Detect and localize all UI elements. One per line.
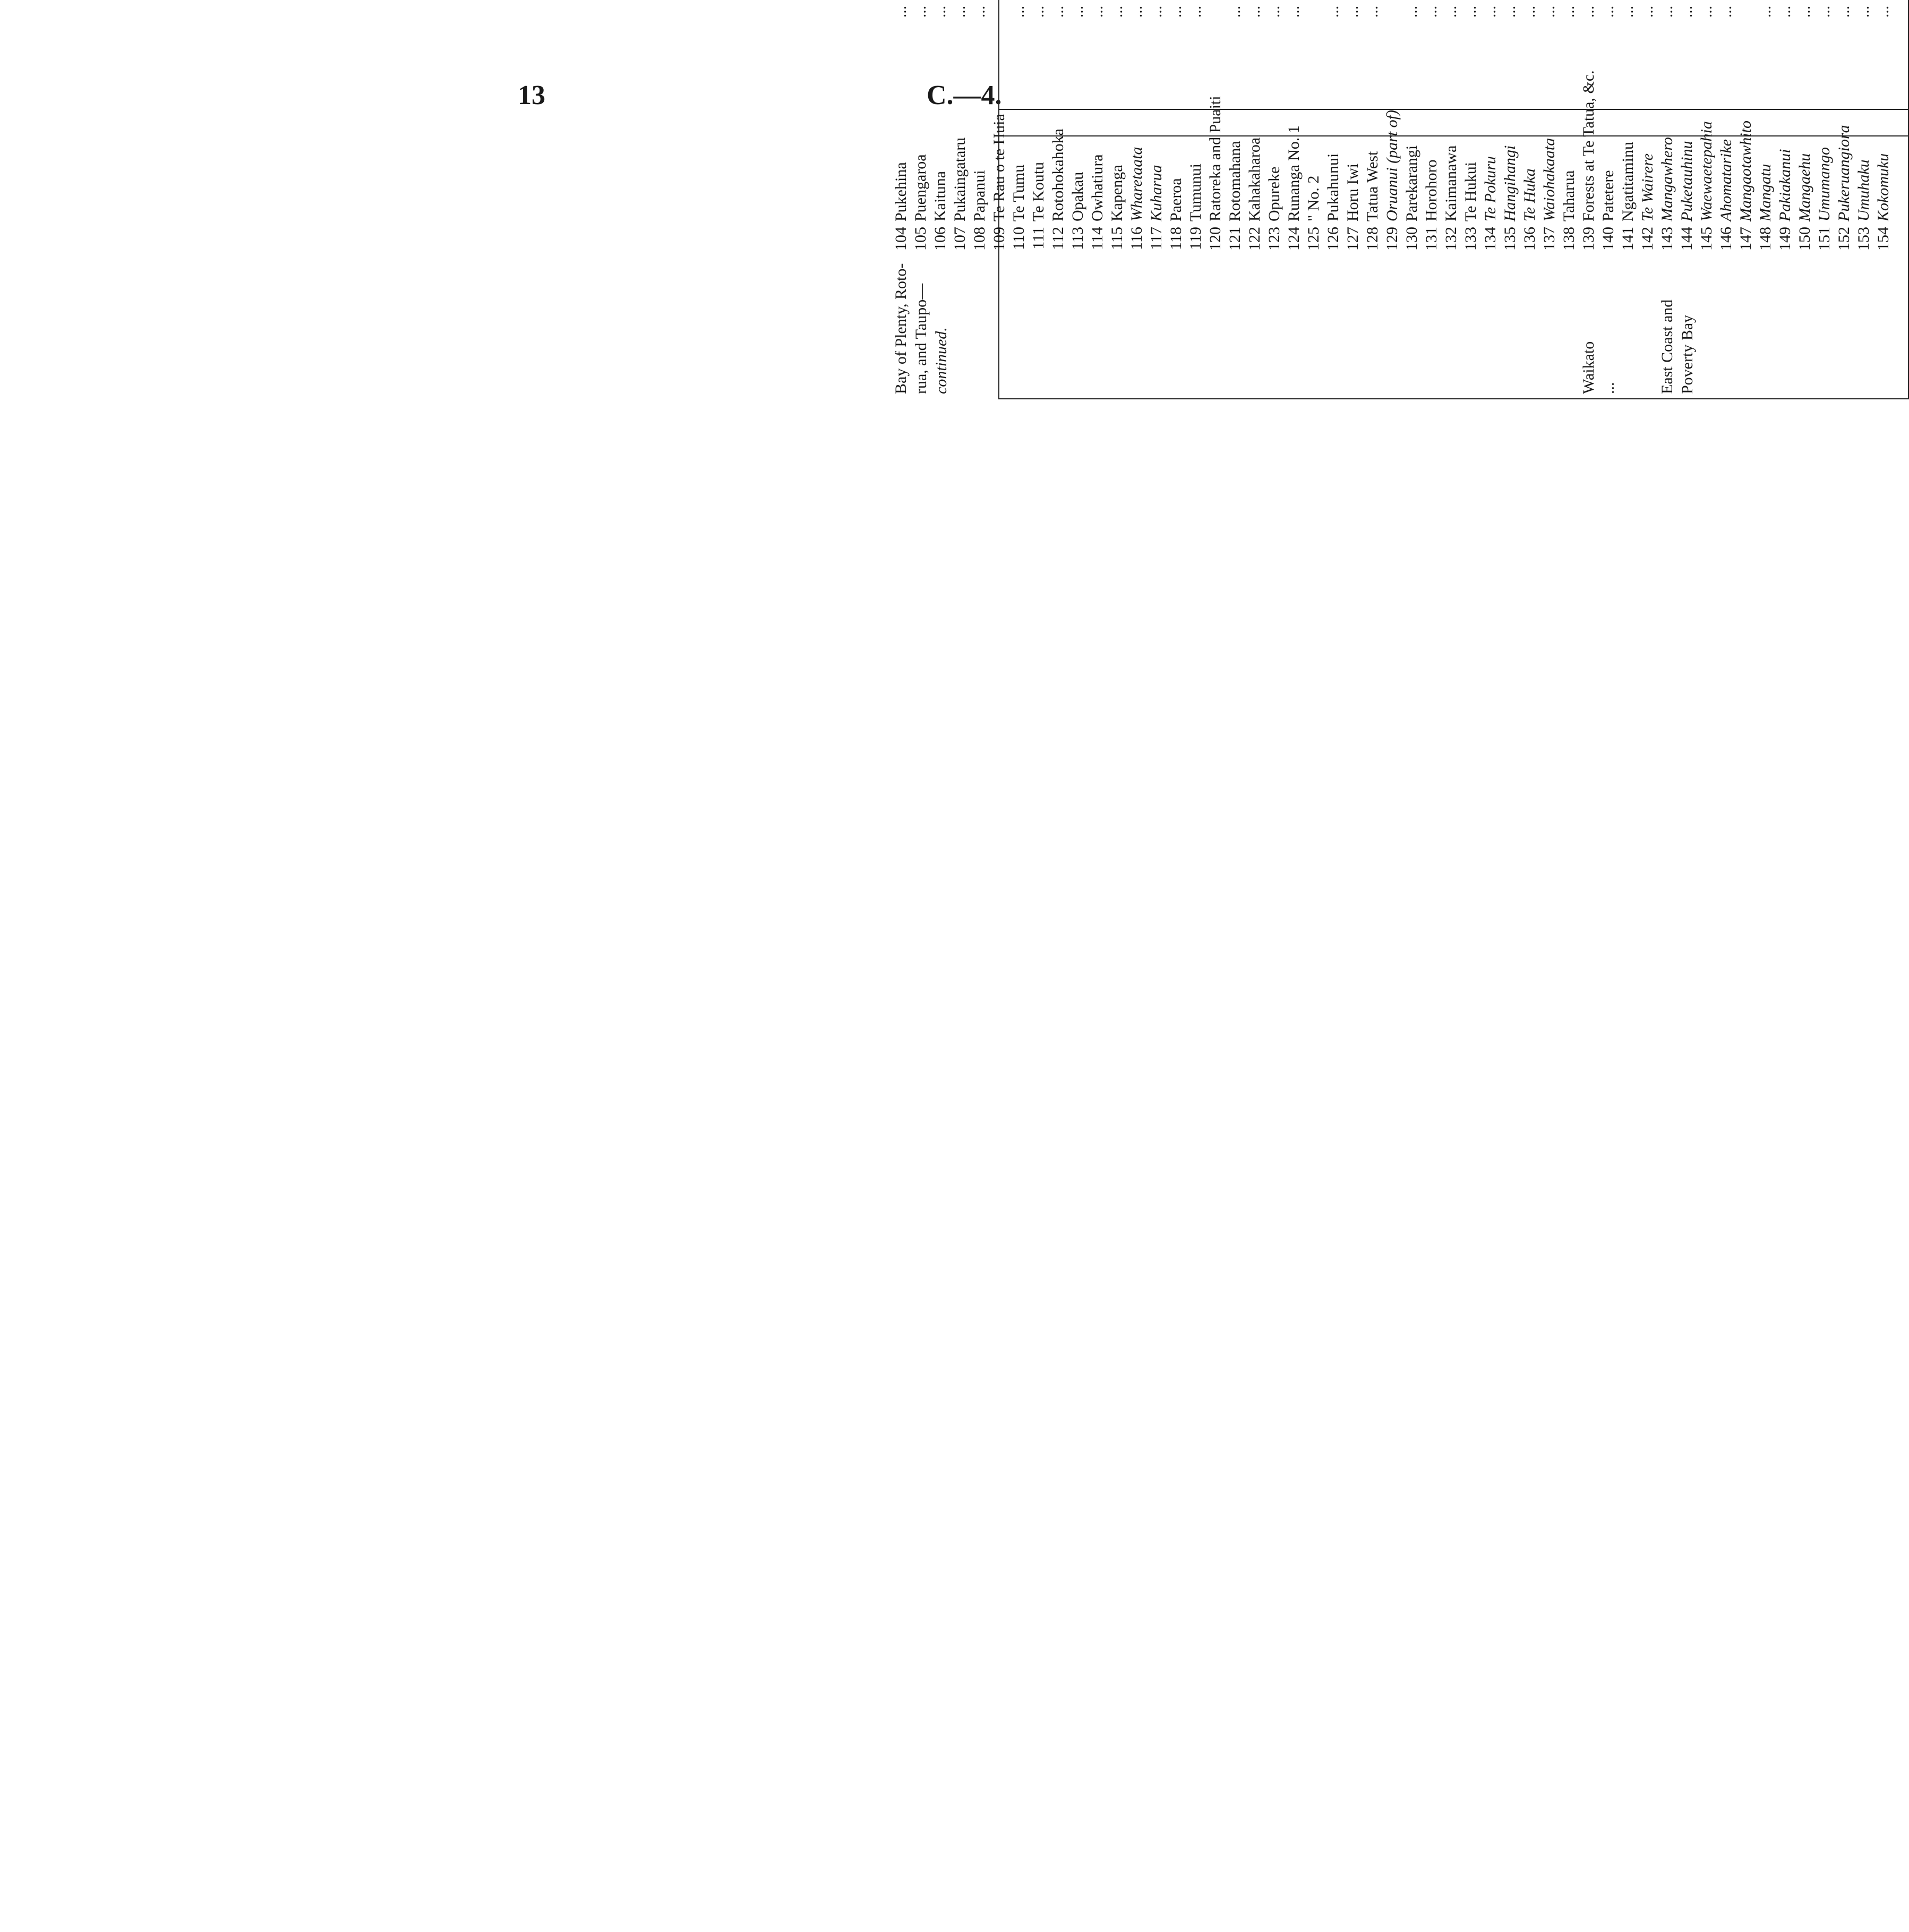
block-name: Patetere [1599, 170, 1617, 221]
row-number: 137 [1540, 227, 1558, 251]
district-label: Bay of Plenty, Roto- [892, 263, 910, 394]
block-name: Ahomatarike [1717, 139, 1735, 221]
leader-dots [1382, 0, 1402, 28]
block-name: Te Tumu [1010, 164, 1028, 221]
row-number: 127 [1344, 227, 1362, 251]
leader-dots: ... [1874, 5, 1892, 18]
leader-dots: ... [1030, 5, 1047, 18]
row-number: 123 [1265, 227, 1283, 251]
block-name: Pukeruangiora [1835, 125, 1853, 221]
leader-dots: ... [1187, 5, 1204, 18]
row-number: 140 [1599, 227, 1617, 251]
row-number: 134 [1482, 227, 1499, 251]
block-name: Mangawhero [1658, 137, 1676, 221]
block-name: Te Wairere [1639, 153, 1656, 221]
leader-dots: ... [1717, 5, 1735, 18]
row-number: 122 [1246, 227, 1263, 251]
row-number: 129 [1383, 227, 1401, 251]
leader-dots: ... [912, 5, 929, 18]
block-name: Puengaroa [912, 154, 929, 221]
block-name: Ngatitaminu [1619, 142, 1637, 221]
row-number: 118 [1167, 227, 1185, 250]
leader-dots: ... [1167, 5, 1185, 18]
row-number: 121 [1226, 227, 1244, 251]
row-number: 126 [1324, 227, 1342, 251]
leader-dots: ... [951, 5, 969, 18]
block-name: Kapenga [1108, 165, 1126, 221]
leader-dots: ... [1678, 5, 1696, 18]
block-name: Te Pokuru [1482, 156, 1499, 221]
row-number: 111 [1030, 227, 1047, 250]
block-name: Rotomahana [1226, 141, 1244, 221]
block-name: Kokomuku [1874, 153, 1892, 221]
row-number: 151 [1816, 227, 1833, 251]
leader-dots: ... [1265, 5, 1283, 18]
row-number: 113 [1069, 227, 1086, 250]
block-name: Waiohakaata [1540, 138, 1558, 221]
block-name: Parekarangi [1403, 145, 1420, 221]
block-name: Umumango [1816, 147, 1833, 221]
block-name: Te Rau o te Huia [990, 114, 1008, 221]
leader-dots: ... [892, 5, 910, 18]
row-number: 143 [1658, 227, 1676, 251]
block-name: Tatua West [1364, 151, 1381, 221]
row-number: 146 [1717, 227, 1735, 251]
leader-dots: ... [1128, 5, 1145, 18]
leader-dots: ... [1560, 5, 1578, 18]
district-label: ... [1600, 382, 1617, 394]
block-name: Kaituna [931, 171, 949, 221]
block-name: Kuharua [1148, 165, 1165, 221]
document-code: C.—4. [927, 80, 1002, 110]
block-name: Oruanui (part of) [1383, 110, 1401, 221]
leader-dots: ... [1442, 5, 1460, 18]
leader-dots [1304, 0, 1323, 28]
leader-dots: ... [1540, 5, 1558, 18]
block-name: Pukehina [892, 162, 910, 221]
block-name: Pakiakanui [1776, 149, 1794, 221]
row-number: 136 [1521, 227, 1538, 251]
row-number: 150 [1796, 227, 1813, 251]
row-number: 154 [1874, 227, 1892, 251]
row-number: 119 [1187, 227, 1204, 250]
block-name: Hangihangi [1501, 145, 1519, 221]
block-name: Umuhaku [1855, 159, 1872, 221]
district-label: Poverty Bay [1679, 314, 1696, 394]
leader-dots: ... [1226, 5, 1244, 18]
row-number: 115 [1108, 227, 1126, 250]
leader-dots: ... [1816, 5, 1833, 18]
leader-dots: ... [971, 5, 988, 18]
row-number: 105 [912, 227, 929, 251]
block-name: Pukahunui [1324, 153, 1342, 221]
block-name: Puketauhinu [1678, 141, 1696, 221]
block-name: Kahakaharoa [1246, 137, 1263, 221]
block-name: Mangatu [1757, 164, 1774, 221]
block-name: Te Huka [1521, 168, 1538, 221]
leader-dots: ... [1108, 5, 1126, 18]
block-name: Tumunui [1187, 164, 1204, 221]
district-label: continued. [932, 327, 950, 394]
row-number: 110 [1010, 227, 1028, 250]
row-number: 142 [1639, 227, 1656, 251]
leader-dots: ... [1835, 5, 1853, 18]
row-number: 149 [1776, 227, 1794, 251]
leader-dots: ... [1639, 5, 1656, 18]
block-name: Paeroa [1167, 178, 1185, 221]
leader-dots: ... [1285, 5, 1303, 18]
row-number: 125 [1305, 227, 1322, 251]
leader-dots: ... [1324, 5, 1342, 18]
block-name: Kaimanawa [1442, 145, 1460, 221]
row-number: 153 [1855, 227, 1872, 251]
row-number: 108 [971, 227, 988, 251]
row-number: 109 [990, 227, 1008, 251]
block-name: Te Hukui [1462, 161, 1479, 221]
district-label: Waikato [1580, 341, 1597, 394]
block-name: Forests at Te Tatua, &c. [1580, 70, 1597, 221]
leader-dots [1205, 0, 1225, 28]
leader-dots: ... [1580, 5, 1597, 18]
leader-dots: ... [1148, 5, 1165, 18]
row-number: 104 [892, 227, 910, 251]
leader-dots: ... [1246, 5, 1263, 18]
row-number: 107 [951, 227, 969, 251]
row-number: 148 [1757, 227, 1774, 251]
block-name: Taharua [1560, 170, 1578, 221]
block-name: Te Koutu [1030, 161, 1047, 221]
row-number: 117 [1148, 227, 1165, 250]
block-name: Pukaingataru [951, 137, 969, 221]
leader-dots: ... [1462, 5, 1479, 18]
row-number: 138 [1560, 227, 1578, 251]
block-name: Runanga No. 1 [1285, 125, 1303, 221]
leader-dots: ... [1423, 5, 1440, 18]
row-number: 139 [1580, 227, 1597, 251]
leader-dots: ... [1796, 5, 1813, 18]
leader-dots: ... [1521, 5, 1538, 18]
leader-dots: ... [1855, 5, 1872, 18]
row-number: 124 [1285, 227, 1303, 251]
block-name: Opakau [1069, 172, 1086, 221]
block-name: Wharetaata [1128, 147, 1145, 221]
leader-dots: ... [1482, 5, 1499, 18]
row-number: 144 [1678, 227, 1696, 251]
leader-dots: ... [1403, 5, 1420, 18]
block-name: Mangaotawhito [1737, 120, 1754, 221]
block-name: Horu Iwi [1344, 163, 1362, 221]
block-name: " No. 2 [1305, 175, 1322, 221]
block-name: Ratoreka and Puaiti [1206, 96, 1224, 221]
block-name: Rotohokahoka [1049, 129, 1067, 221]
page-number: 13 [518, 80, 545, 110]
leader-dots: ... [1010, 5, 1028, 18]
leader-dots: ... [1658, 5, 1676, 18]
block-name: Opureke [1265, 166, 1283, 221]
row-number: 128 [1364, 227, 1381, 251]
district-label: East Coast and [1658, 299, 1676, 394]
row-number: 147 [1737, 227, 1754, 251]
leader-dots [1736, 0, 1756, 28]
leader-dots: ... [1069, 5, 1086, 18]
row-number: 135 [1501, 227, 1519, 251]
row-number: 120 [1206, 227, 1224, 251]
row-number: 133 [1462, 227, 1479, 251]
leader-dots: ... [1599, 5, 1617, 18]
leader-dots: ... [1698, 5, 1715, 18]
leader-dots: ... [1757, 5, 1774, 18]
block-name: Mangaehu [1796, 153, 1813, 221]
row-number: 132 [1442, 227, 1460, 251]
row-number: 112 [1049, 227, 1067, 250]
leader-dots: ... [1344, 5, 1362, 18]
leader-dots [989, 0, 1009, 28]
leader-dots: ... [931, 5, 949, 18]
row-number: 145 [1698, 227, 1715, 251]
leader-dots: ... [1619, 5, 1637, 18]
district-label: rua, and Taupo— [912, 283, 930, 394]
row-number: 116 [1128, 227, 1145, 250]
row-number: 141 [1619, 227, 1637, 251]
row-number: 152 [1835, 227, 1853, 251]
leader-dots: ... [1501, 5, 1519, 18]
block-name: Horohoro [1423, 159, 1440, 221]
block-name: Owhatiura [1089, 154, 1106, 221]
row-number: 130 [1403, 227, 1420, 251]
row-number: 131 [1423, 227, 1440, 251]
leader-dots: ... [1776, 5, 1794, 18]
row-number: 106 [931, 227, 949, 251]
leader-dots: ... [1089, 5, 1106, 18]
block-name: Papanui [971, 170, 988, 221]
block-name: Waewaetepahia [1698, 121, 1715, 221]
leader-dots: ... [1364, 5, 1381, 18]
row-number: 114 [1089, 227, 1106, 250]
leader-dots: ... [1049, 5, 1067, 18]
